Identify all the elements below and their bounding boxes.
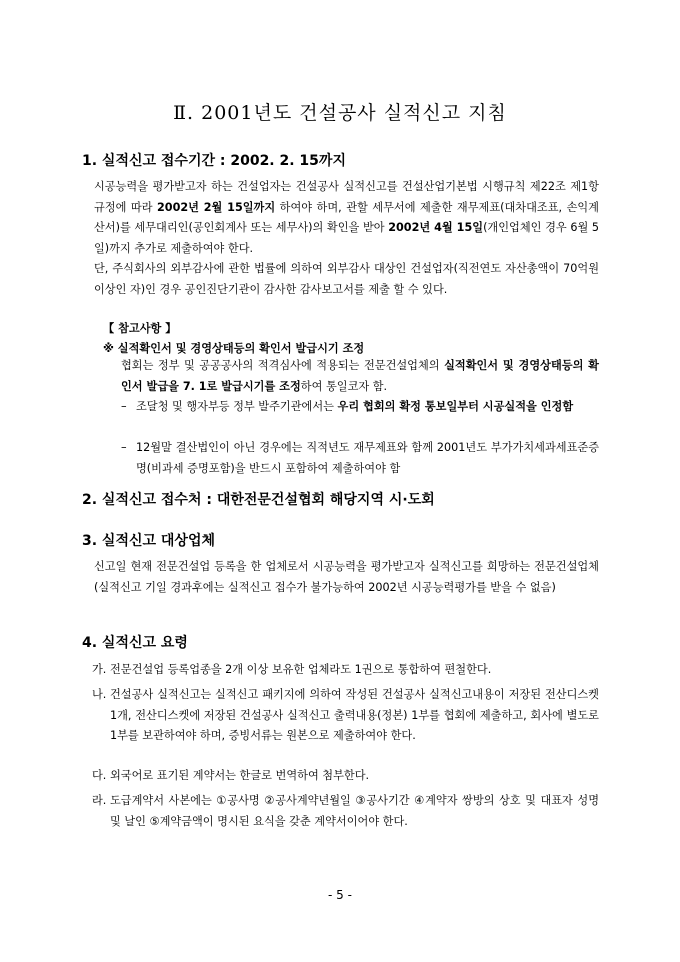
section-2-heading: 2. 실적신고 접수처 : 대한전문건설협회 해당지역 시·도회: [82, 492, 435, 508]
section-1-paragraph-1-run: 하여야 하며, 관할 세무서에 제출한 재무제표(대차대조표, 손익계산서)를 세무대리인(공인회계사 또는 세무사)의 확인을 받아: [94, 200, 599, 234]
section-3-heading: 3. 실적신고 대상업체: [82, 533, 215, 549]
section-1-paragraph-1-run-bold: 2002년 4월 15일: [388, 221, 484, 234]
section-1-paragraph-2: 단, 주식회사의 외부감사에 관한 법률에 의하여 외부감사 대상인 건설업자(직전연도 자산총액이 70억원 이상인 자)인 경우 공인진단기관이 감사한 감사보고서를 제출 할 수 있다.: [94, 262, 599, 296]
list-item-ra: [92, 791, 599, 832]
dash-item-1-run: 조달청 및 행자부등 정부 발주기관에서는: [136, 400, 338, 413]
list-item-text: 외국어로 표기된 계약서는 한글로 번역하여 첨부한다.: [110, 769, 370, 782]
page-number: - 5 -: [328, 888, 352, 902]
section-1-paragraph-1-run-bold: 2002년 2월 15일까지: [157, 200, 276, 214]
note-heading: ※ 실적확인서 및 경영상태등의 확인서 발급시기 조정: [103, 342, 365, 355]
list-item-na: [92, 685, 599, 747]
list-item-marker: 라.: [92, 794, 107, 807]
page-title: Ⅱ. 2001년도 건설공사 실적신고 지침: [173, 102, 507, 124]
section-3-paragraph: 신고일 현재 전문건설업 등록을 한 업체로서 시공능력을 평가받고자 실적신고를 희망하는 전문건설업체(실적신고 기일 경과후에는 실적신고 접수가 불가능하여 2002년 시공능력평가를 받을 수 없음): [94, 560, 599, 594]
note-dash-item-1: [121, 397, 599, 418]
section-4-heading: 4. 실적신고 요령: [82, 635, 188, 651]
list-item-marker: 가.: [92, 663, 107, 676]
dash-item-1-text: [136, 397, 599, 418]
section-1-heading: 1. 실적신고 접수기간 : 2002. 2. 15까지: [82, 153, 346, 169]
list-item-marker: 나.: [92, 688, 107, 701]
note-body-run: 협회는 정부 및 공공공사의 적격심사에 적용되는 전문건설업체의: [121, 359, 445, 372]
list-item-marker: 다.: [92, 769, 107, 782]
list-item-text: 건설공사 실적신고는 실적신고 패키지에 의하여 작성된 건설공사 실적신고내용이 저장된 전산디스켓 1개, 전산디스켓에 저장된 건설공사 실적신고 출력내용(정본) 1부를 협회에 제출하고, 회사에 별도로 1부를 보관하여야 하며, 증빙서류는 원본으로 제출하여야 한다.: [110, 688, 599, 742]
section-1-paragraph-1-run: 시공능력을 평가받고자 하는 건설업자는 건설공사 실적신고를 건설산업기본법 시행규칙 제22조 제1항 규정에 따라: [94, 180, 599, 214]
section-1-paragraph-1: [94, 177, 599, 259]
note-body-run-bold: 실적확인서 및 경영상태등의 확인서 발급을 7. 1로 발급시기를 조정: [121, 359, 599, 393]
list-item-da: [92, 766, 599, 787]
dash-marker: –: [121, 400, 127, 413]
list-item-text: 도급계약서 사본에는 ①공사명 ②공사계약년월일 ③공사기간 ④계약자 쌍방의 상호 및 대표자 성명 및 날인 ⑤계약금액이 명시된 요식을 갖춘 계약서이어야 한다.: [110, 794, 599, 828]
list-item-text: 전문건설업 등록업종을 2개 이상 보유한 업체라도 1권으로 통합하여 편철한다.: [110, 663, 492, 676]
section-1-paragraph-1-run: (개인업체인 경우 6월 5일)까지 추가로 제출하여야 한다.: [94, 221, 599, 255]
dash-item-2-text: 12월말 결산법인이 아닌 경우에는 직적년도 재무제표와 함께 2001년도 부가가치세과세표준증명(비과세 증명포함)을 반드시 포함하여 제출하여야 함: [136, 441, 599, 475]
note-dash-item-2: [121, 438, 599, 479]
reference-label: 【 참고사항 】: [103, 322, 177, 335]
note-body-run: 하여 통일코자 함.: [300, 379, 388, 393]
list-item-ga: [92, 660, 599, 681]
note-body: [121, 356, 599, 397]
dash-marker: –: [121, 441, 127, 454]
dash-item-1-run-bold: 우리 협회의 확정 통보일부터 시공실적을 인정함: [337, 400, 574, 413]
